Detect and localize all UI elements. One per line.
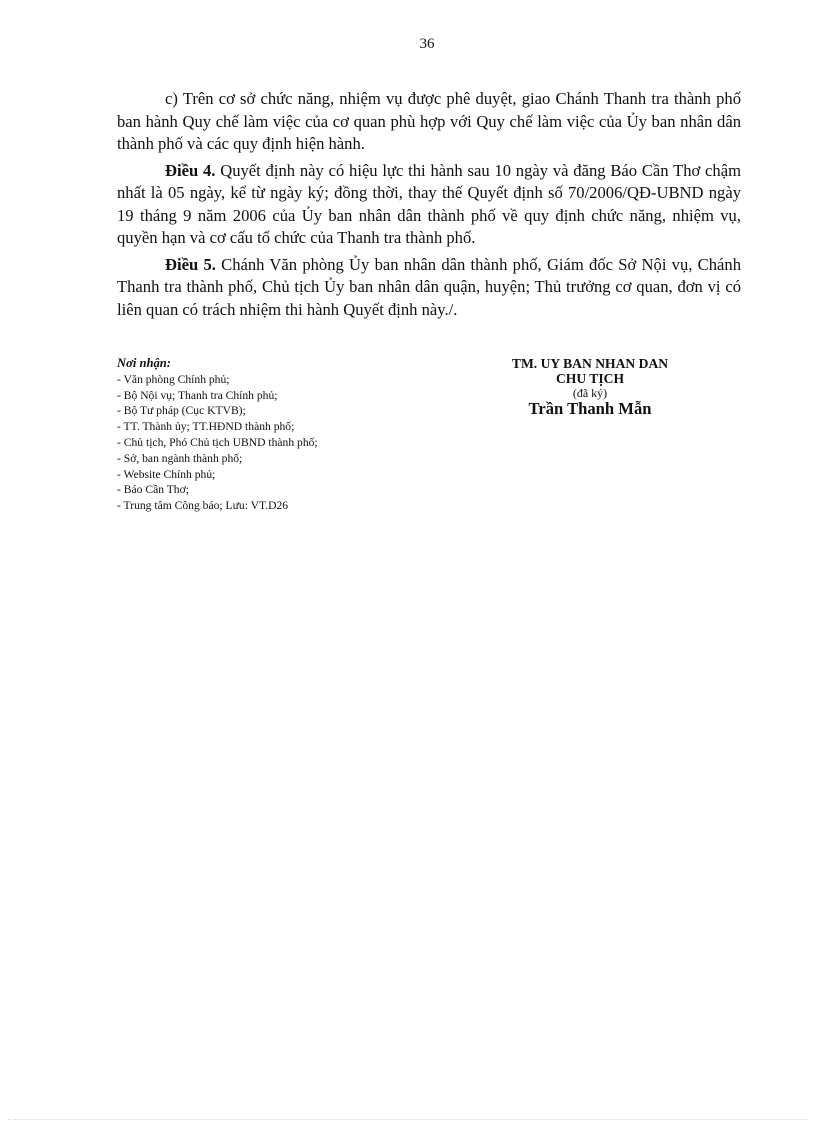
recipient-item: - Văn phòng Chính phủ;: [117, 372, 230, 386]
paragraph-clause-c: [117, 88, 741, 156]
recipient-item: - Báo Cần Thơ;: [117, 483, 189, 497]
recipient-item: - Trung tâm Công báo; Lưu: VT.D26: [117, 499, 289, 513]
paragraph-article-5: [117, 254, 741, 322]
article-4-text: Quyết định này có hiệu lực thi hành sau 10 ngày và đăng Báo Cần Thơ chậm nhất là 05 ngày, kể từ ngày ký; đồng thời, thay thế Quyết định số 70/2006/QĐ-UBND ngày 19 tháng 9 năm 2006 của Ủy ban nhân dân thành phố về quy định chức năng, nhiệm vụ, quyền hạn và cơ cấu tổ chức của Thanh tra thành phố.: [117, 160, 741, 247]
paragraph-article-4: [117, 160, 741, 250]
signature-title: CHU TỊCH: [555, 371, 625, 386]
signature-block: [470, 356, 710, 418]
paragraph-clause-c-text: c) Trên cơ sở chức năng, nhiệm vụ được phê duyệt, giao Chánh Thanh tra thành phố ban hành Quy chế làm việc của cơ quan phù hợp với Quy chế làm việc của Ủy ban nhân dân thành phố và các quy định hiện hành.: [117, 89, 741, 153]
recipients-block: [117, 356, 417, 514]
signature-signed-note: (đã ký): [572, 386, 608, 400]
article-4-label: Điều 4.: [165, 160, 216, 180]
signer-name: Trần Thanh Mẫn: [528, 399, 652, 418]
recipient-item: - Bộ Tư pháp (Cục KTVB);: [117, 404, 246, 418]
recipient-item: - Sở, ban ngành thành phố;: [117, 451, 243, 465]
article-5-label: Điều 5.: [165, 254, 216, 274]
signature-organization: TM. UY BAN NHAN DAN: [511, 356, 669, 371]
article-5-text: Chánh Văn phòng Ủy ban nhân dân thành phố, Giám đốc Sở Nội vụ, Chánh Thanh tra thành phố, Chủ tịch Ủy ban nhân dân quận, huyện; Thủ trưởng cơ quan, đơn vị có liên quan có trách nhiệm thi hành Quyết định này./.: [117, 254, 741, 319]
recipients-list: [117, 372, 417, 514]
recipient-item: - Chủ tịch, Phó Chủ tịch UBND thành phố;: [117, 435, 318, 449]
decision-body: [117, 88, 741, 325]
recipient-item: - TT. Thành ủy; TT.HĐND thành phố;: [117, 420, 295, 434]
page-number: 36: [419, 36, 435, 52]
page-bottom-divider: [8, 1119, 808, 1120]
recipient-item: - Bộ Nội vụ; Thanh tra Chính phủ;: [117, 388, 278, 402]
recipient-item: - Website Chính phủ;: [117, 467, 216, 481]
recipients-heading: Nơi nhận:: [117, 356, 172, 370]
